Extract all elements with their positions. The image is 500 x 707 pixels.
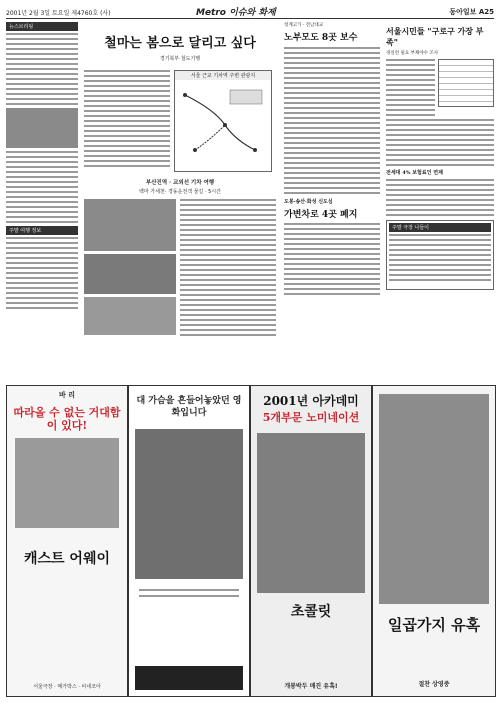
map-route-drawing xyxy=(175,80,269,168)
issue-date: 2001년 2월 3일 토요일 제4760호 (사) xyxy=(6,10,111,17)
article-heading-4: 가변차로 4곳 폐지 xyxy=(284,210,358,220)
ad2-photo xyxy=(135,429,243,579)
ad4-movie-title: 일곱가지 유혹 xyxy=(387,616,481,634)
article-col-b xyxy=(386,22,494,298)
map-title: 서울 근교 기차역 주변 관광지 xyxy=(175,71,271,80)
ad-chocolat[interactable] xyxy=(250,385,372,697)
ad3-title-2: 5개부문 노미네이션 xyxy=(262,411,360,424)
ad1-footer: 서울극장 · 메가박스 · 씨네코아 xyxy=(33,684,101,690)
feature-subtitle: 경기북부 철도기행 xyxy=(159,56,201,62)
movie-listings-box xyxy=(386,220,494,290)
feature-title: 철마는 봄으로 달리고 싶다 xyxy=(104,36,256,51)
weekend-travel-title: 주말 여행 정보 xyxy=(6,226,78,235)
survey-table xyxy=(438,59,494,107)
photo-temple xyxy=(84,297,176,335)
ad1-movie-title: 캐스트 어웨이 xyxy=(23,551,111,568)
rail-map xyxy=(174,70,272,172)
ad3-photo xyxy=(257,433,365,593)
section-title: Metro 이슈와 화제 xyxy=(196,8,276,18)
sub-heading: 백마 가세천· 경동운전객 물길 · 5시간 xyxy=(139,189,221,195)
feature-article xyxy=(84,22,276,377)
ad1-head: 바 리 xyxy=(59,391,75,399)
feature-text-left xyxy=(84,70,170,172)
ad2-tagline: 대 가슴을 흔들어놓았던 영화입니다 xyxy=(136,396,242,418)
movie-listings-title: 주말 극장 나들이 xyxy=(389,223,491,232)
ad3-movie-title: 초콜릿 xyxy=(290,604,332,620)
photo-pavilion xyxy=(84,254,176,294)
ad3-footer: 개봉박두 매진 유혹! xyxy=(284,683,338,690)
ad-second-movie[interactable] xyxy=(128,385,250,697)
ad-seven-temptations[interactable] xyxy=(372,385,496,697)
right-articles xyxy=(284,22,494,377)
ad1-photo xyxy=(15,438,119,528)
news-briefing-title: 뉴스브리핑 xyxy=(6,22,78,31)
ad4-footer: 절찬 상영중 xyxy=(418,681,450,688)
briefing-photo xyxy=(6,108,78,148)
article-col-a xyxy=(284,22,380,298)
article-heading-5: 전세대 4% 보험료인 면제 xyxy=(386,170,443,176)
ad2-logo-band xyxy=(135,666,243,690)
page-header xyxy=(6,4,494,19)
ad-cast-away[interactable] xyxy=(6,385,128,697)
feature-photos xyxy=(84,199,176,339)
photo-snow-trees xyxy=(84,199,176,251)
left-column xyxy=(6,22,78,377)
article-sub-2: 경실련 필요 부채야수 조사 xyxy=(386,51,439,56)
ad1-tagline: 따라올 수 없는 거대함이 있다! xyxy=(13,406,121,433)
page-number: 동아일보 A25 xyxy=(449,8,494,16)
ad3-title-1: 2001년 아카데미 xyxy=(263,394,359,408)
article-tag: 청계고가 · 전남대교 xyxy=(284,23,324,28)
mid-heading: 부산진역 · 교외선 기차 여행 xyxy=(145,180,215,186)
feature-text-right xyxy=(180,199,276,339)
article-heading-3: 도봉·송산·화성 신도심 xyxy=(284,199,333,205)
article-heading-1: 노부모도 8곳 보수 xyxy=(284,33,358,43)
ad4-photo xyxy=(379,394,489,604)
article-heading-2: 서울시민들 "구로구 가장 부족" xyxy=(386,26,484,47)
